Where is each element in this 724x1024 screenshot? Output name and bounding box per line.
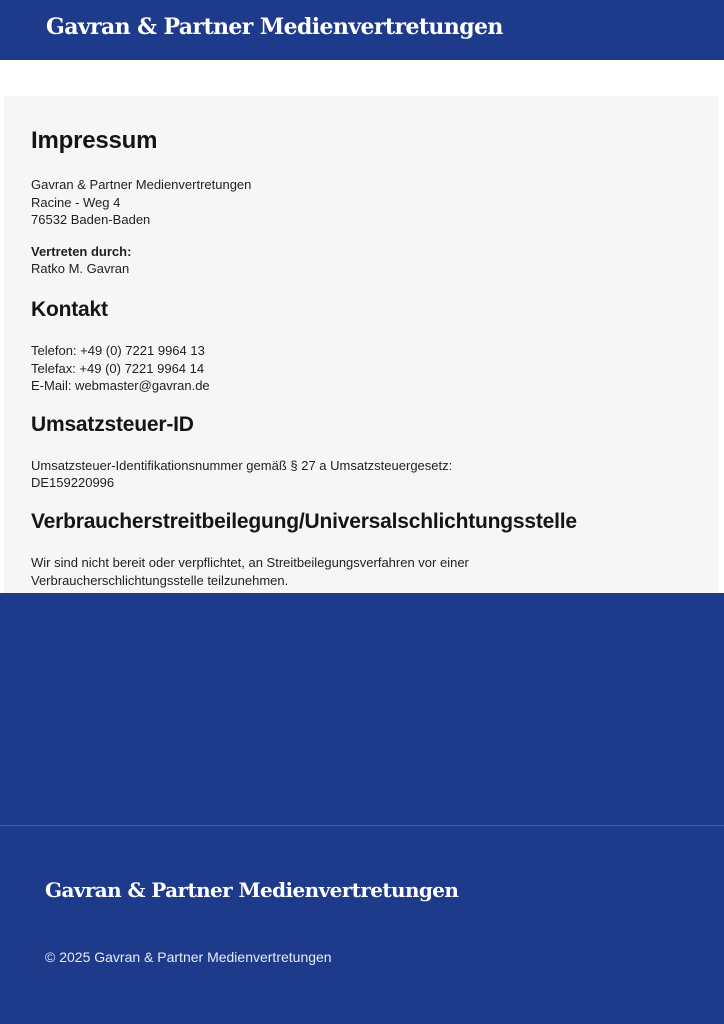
copyright-text: © 2025 Gavran & Partner Medienvertretungen <box>45 949 332 965</box>
site-logo-link[interactable]: Gavran & Partner Medienvertretungen <box>46 14 503 40</box>
site-header <box>0 0 724 60</box>
impressum-content <box>4 96 718 593</box>
footer-logo: Gavran & Partner Medienvertretungen <box>45 878 459 902</box>
email-address: E-Mail: webmaster@gavran.de <box>31 378 210 394</box>
ust-details <box>31 457 711 492</box>
footer-divider <box>0 825 724 826</box>
represented-label: Vertreten durch: <box>31 243 132 259</box>
fax-number: Telefax: +49 (0) 7221 9964 14 <box>31 360 205 376</box>
dispute-text <box>31 554 711 589</box>
represented-by <box>31 243 711 278</box>
city: 76532 Baden-Baden <box>31 212 151 228</box>
impressum-heading: Impressum <box>31 127 158 154</box>
dispute-line-1: Wir sind nicht bereit oder verpflichtet, an Streitbeilegungsverfahren vor einer <box>31 554 469 570</box>
content-inner <box>31 126 711 589</box>
dispute-line-2: Verbraucherschlichtungsstelle teilzunehmen. <box>31 572 289 588</box>
represented-name: Ratko M. Gavran <box>31 261 130 277</box>
contact-details <box>31 342 711 395</box>
ust-text: Umsatzsteuer-Identifikationsnummer gemäß § 27 a Umsatzsteuergesetz: <box>31 457 453 473</box>
company-name: Gavran & Partner Medienvertretungen <box>31 177 252 192</box>
dispute-heading: Verbraucherstreitbeilegung/Universalschlichtungsstelle <box>31 509 577 533</box>
kontakt-heading: Kontakt <box>31 297 108 321</box>
company-address <box>31 176 711 229</box>
phone-number: Telefon: +49 (0) 7221 9964 13 <box>31 342 205 358</box>
ust-heading: Umsatzsteuer-ID <box>31 412 194 436</box>
street: Racine - Weg 4 <box>31 194 121 210</box>
ust-number: DE159220996 <box>31 475 115 491</box>
